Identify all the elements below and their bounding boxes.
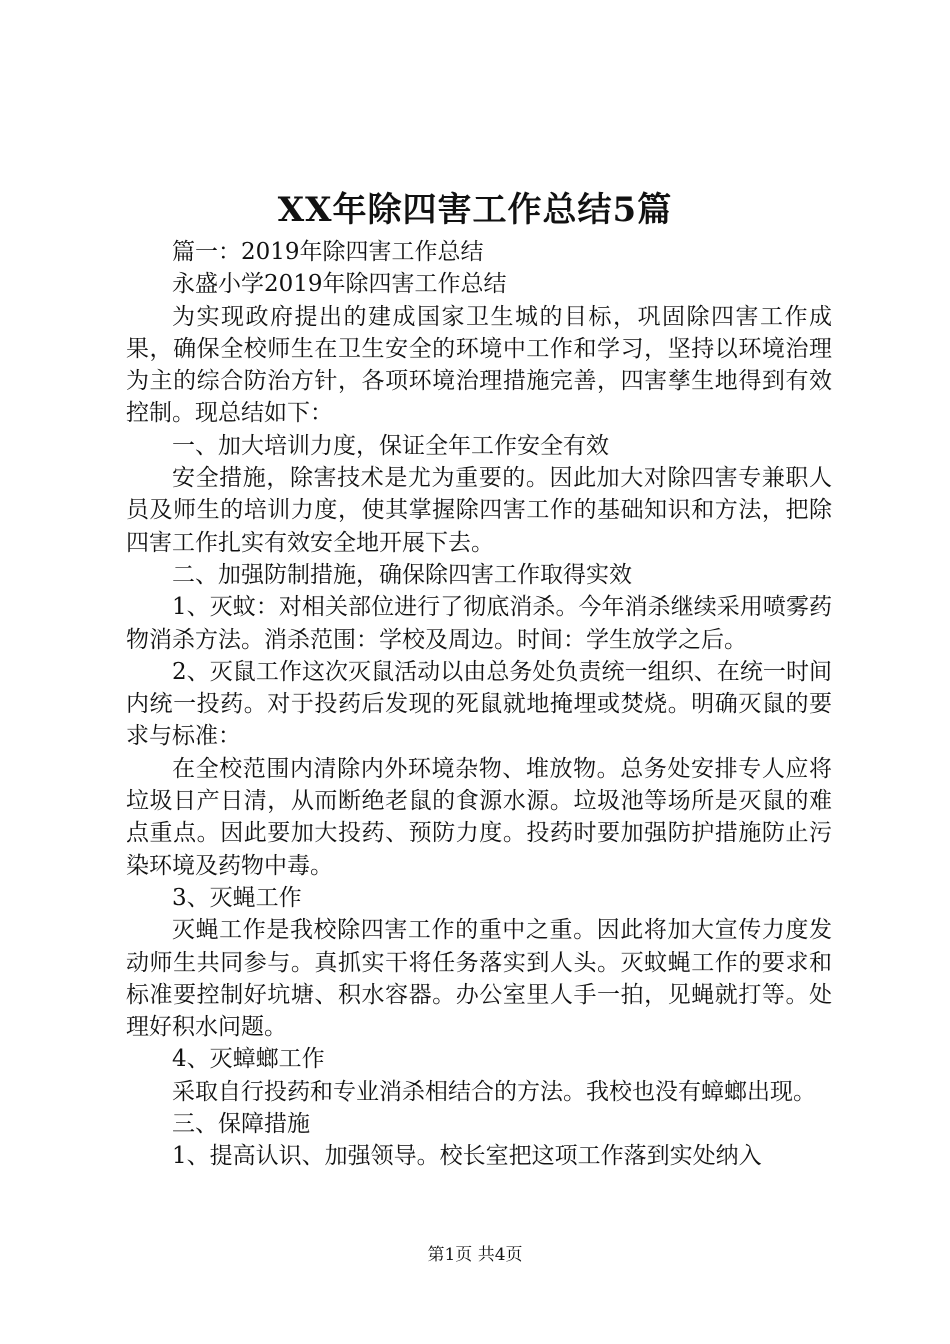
paragraph: 灭蝇工作是我校除四害工作的重中之重。因此将加大宣传力度发动师生共同参与。真抓实干将任务落实到人头。灭蚊蝇工作的要求和标准要控制好坑塘、积水容器。办公室里人手一拍，见蝇就打等。处理好积水问题。: [126, 917, 832, 1041]
paragraph-section-heading: 篇一：2019年除四害工作总结: [172, 239, 484, 265]
paragraph: 安全措施，除害技术是尤为重要的。因此加大对除四害专兼职人员及师生的培训力度，使其掌握除四害工作的基础知识和方法，把除四害工作扎实有效安全地开展下去。: [126, 465, 832, 556]
paragraph: 1、灭蚊：对相关部位进行了彻底消杀。今年消杀继续采用喷雾药物消杀方法。消杀范围：学校及周边。时间：学生放学之后。: [126, 594, 832, 653]
document-title: XX年除四害工作总结5篇: [277, 190, 673, 230]
paragraph-subheading: 3、灭蝇工作: [172, 884, 302, 911]
paragraph: 在全校范围内清除内外环境杂物、堆放物。总务处安排专人应将垃圾日产日清，从而断绝老鼠的食源水源。垃圾池等场所是灭鼠的难点重点。因此要加大投药、预防力度。投药时要加强防护措施防止污染环境及药物中毒。: [126, 755, 832, 879]
paragraph-subtitle: 永盛小学2019年除四害工作总结: [172, 271, 507, 298]
paragraph-heading-1: 一、加大培训力度，保证全年工作安全有效: [172, 432, 609, 459]
paragraph-subheading: 4、灭蟑螂工作: [172, 1046, 325, 1073]
paragraph-intro: 为实现政府提出的建成国家卫生城的目标，巩固除四害工作成果，确保全校师生在卫生安全的环境中工作和学习，坚持以环境治理为主的综合防治方针，各项环境治理措施完善，四害孳生地得到有效控制。现总结如下：: [126, 303, 832, 427]
paragraph-heading-2: 二、加强防制措施，确保除四害工作取得实效: [172, 561, 632, 588]
paragraph: 采取自行投药和专业消杀相结合的方法。我校也没有蟑螂出现。: [172, 1078, 816, 1105]
paragraph-heading-3: 三、保障措施: [172, 1111, 310, 1138]
page-number-footer: 第1页 共4页: [427, 1245, 523, 1265]
paragraph: 2、灭鼠工作这次灭鼠活动以由总务处负责统一组织、在统一时间内统一投药。对于投药后发现的死鼠就地掩埋或焚烧。明确灭鼠的要求与标准：: [126, 658, 832, 750]
paragraph: 1、提高认识、加强领导。校长室把这项工作落到实处纳入: [172, 1143, 762, 1170]
document-body: [126, 236, 832, 1173]
